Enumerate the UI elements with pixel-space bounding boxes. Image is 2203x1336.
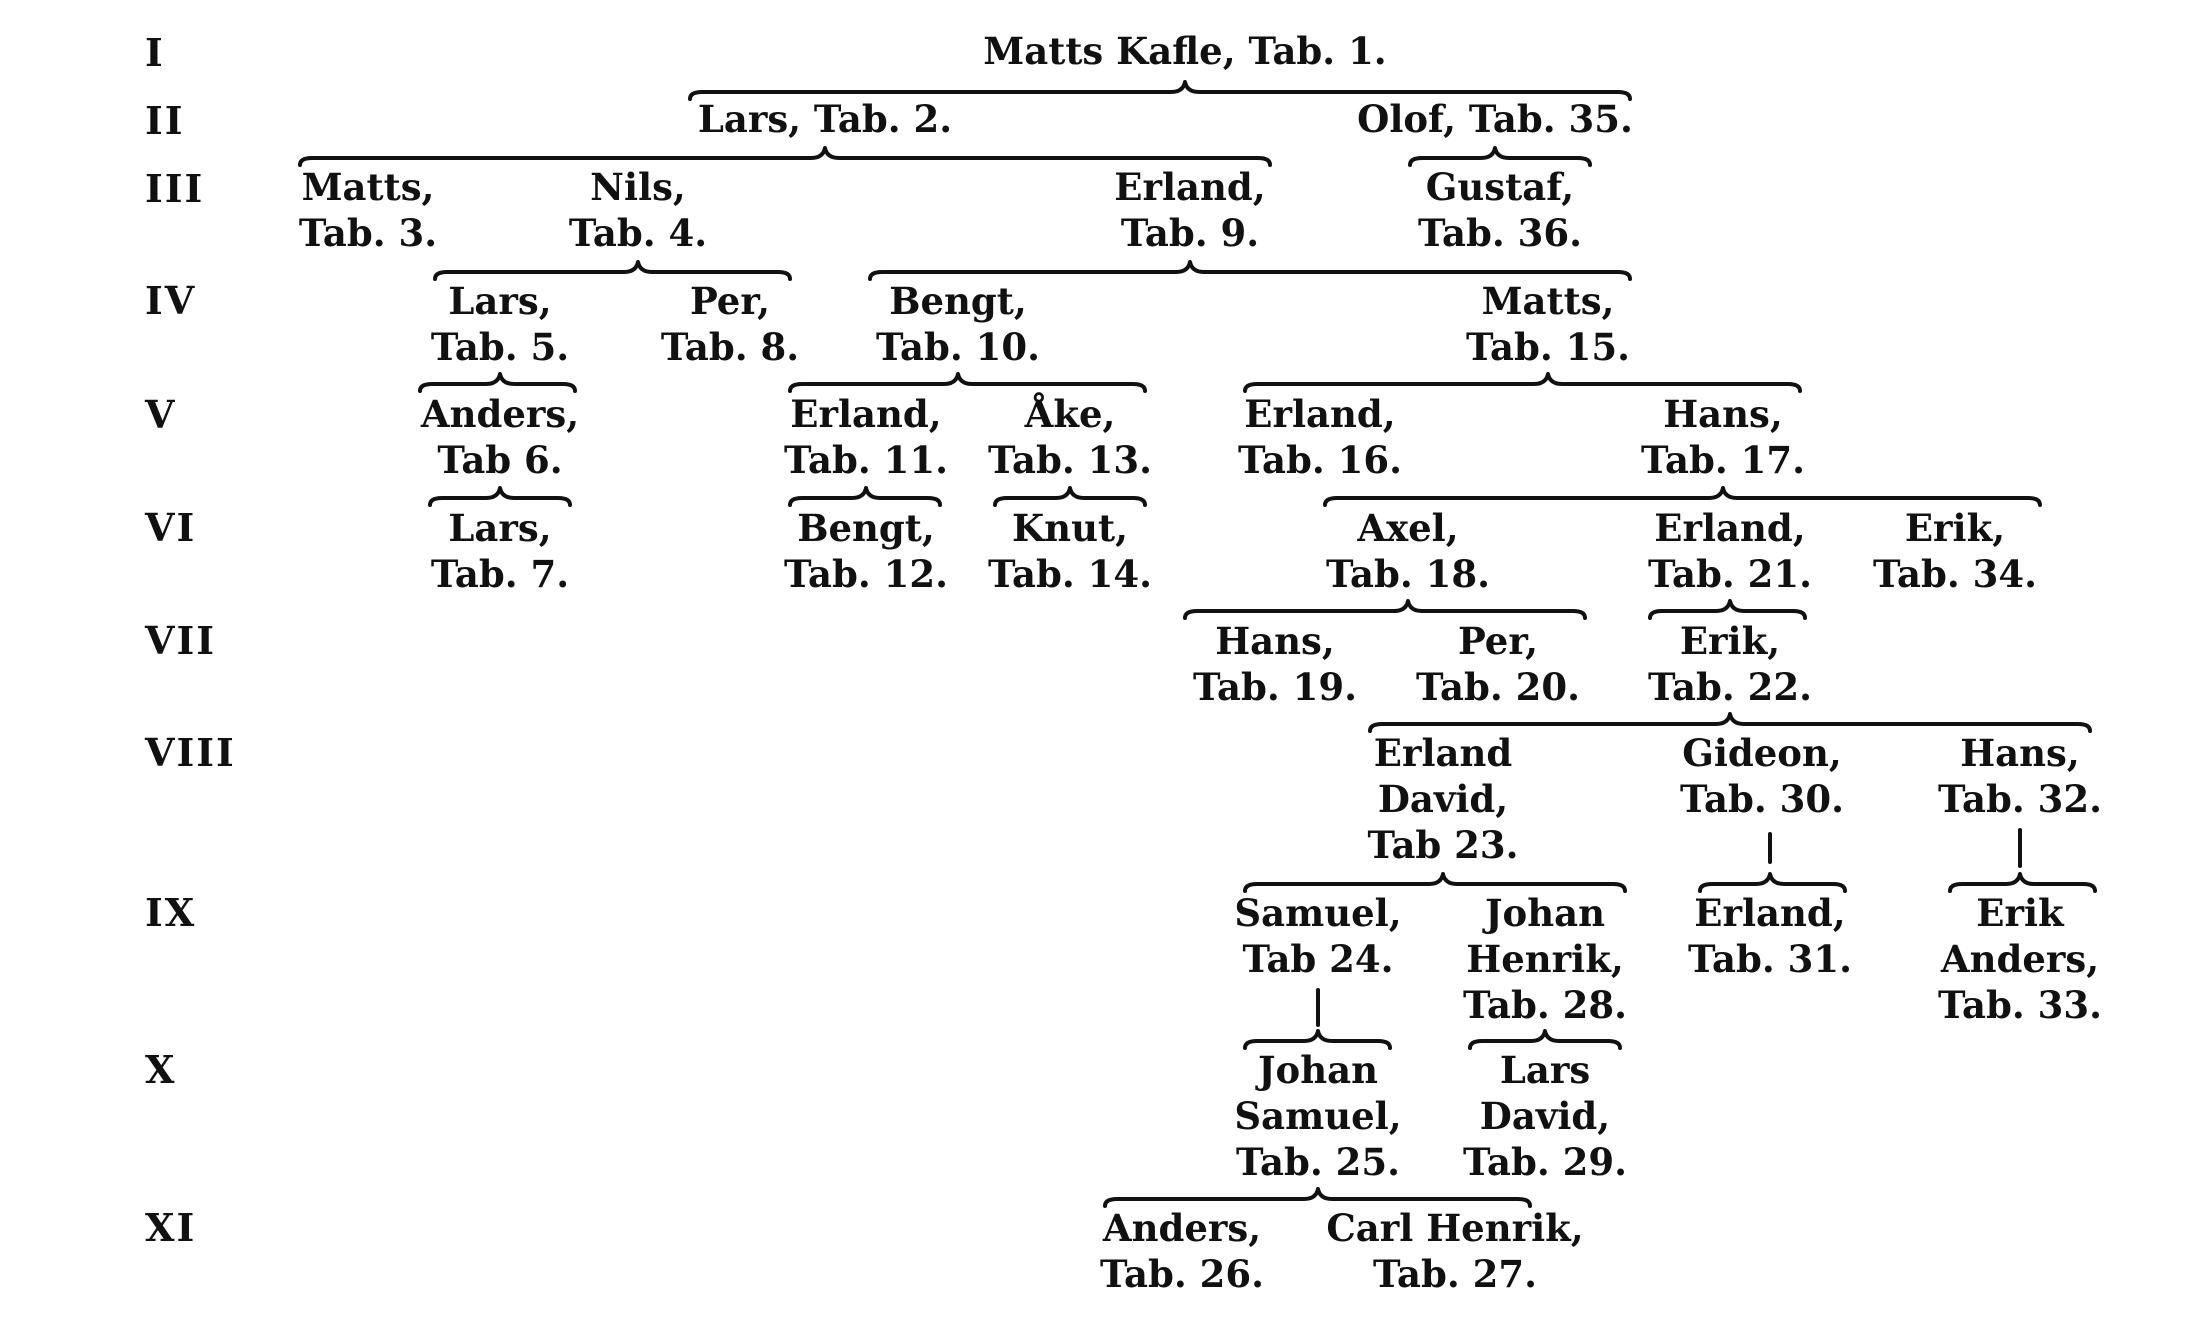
person-tab-2: Lars, Tab. 2.: [697, 97, 953, 141]
person-tab-3: Matts, Tab. 3.: [298, 165, 438, 255]
person-tab-1: Matts Kafle, Tab. 1.: [983, 29, 1387, 73]
brace-under-tab-30: [1700, 874, 1845, 891]
person-tab-12: Bengt, Tab. 12.: [784, 506, 948, 596]
person-tab-7: Lars, Tab. 7.: [430, 506, 570, 596]
person-tab-26: Anders, Tab. 26.: [1100, 1206, 1264, 1296]
generation-label-3: III: [145, 166, 205, 211]
person-tab-35: Olof, Tab. 35.: [1357, 97, 1633, 141]
brace-under-tab-32: [1950, 874, 2095, 891]
person-tab-23: Erland David, Tab 23.: [1367, 731, 1519, 867]
person-tab-16: Erland, Tab. 16.: [1238, 392, 1402, 482]
person-tab-24: Samuel, Tab 24.: [1234, 891, 1402, 981]
person-tab-21: Erland, Tab. 21.: [1648, 506, 1812, 596]
person-tab-19: Hans, Tab. 19.: [1193, 619, 1357, 709]
brace-under-tab-28: [1470, 1031, 1620, 1048]
brace-under-tab-24: [1245, 1031, 1390, 1048]
person-tab-30: Gideon, Tab. 30.: [1680, 731, 1844, 821]
generation-label-6: VI: [145, 505, 197, 550]
person-tab-11: Erland, Tab. 11.: [784, 392, 948, 482]
person-tab-36: Gustaf, Tab. 36.: [1418, 165, 1582, 255]
brace-under-tab-5: [420, 374, 575, 391]
person-tab-28: Johan Henrik, Tab. 28.: [1463, 891, 1627, 1027]
generation-label-7: VII: [145, 618, 217, 663]
brace-under-tab-10: [790, 374, 1145, 391]
person-tab-25: Johan Samuel, Tab. 25.: [1234, 1048, 1402, 1184]
person-tab-15: Matts, Tab. 15.: [1466, 279, 1630, 369]
person-tab-17: Hans, Tab. 17.: [1641, 392, 1805, 482]
generation-label-8: VIII: [145, 730, 236, 775]
brace-under-tab-22: [1370, 714, 2090, 731]
brace-under-tab-23: [1245, 874, 1625, 891]
person-tab-34: Erik, Tab. 34.: [1873, 506, 2037, 596]
brace-under-tab-17: [1325, 488, 2040, 505]
brace-under-tab-18: [1185, 601, 1585, 618]
person-tab-4: Nils, Tab. 4.: [568, 165, 708, 255]
person-tab-20: Per, Tab. 20.: [1416, 619, 1580, 709]
person-tab-8: Per, Tab. 8.: [660, 279, 800, 369]
person-tab-33: Erik Anders, Tab. 33.: [1938, 891, 2102, 1027]
generation-label-9: IX: [145, 890, 197, 935]
person-tab-14: Knut, Tab. 14.: [988, 506, 1152, 596]
brace-under-tab-35: [1410, 148, 1590, 165]
brace-under-tab-25: [1105, 1189, 1530, 1206]
brace-under-tab-15: [1245, 374, 1800, 391]
person-tab-6: Anders, Tab 6.: [420, 392, 580, 482]
person-tab-18: Axel, Tab. 18.: [1326, 506, 1490, 596]
generation-label-5: V: [145, 392, 177, 437]
brace-under-tab-6: [430, 488, 570, 505]
person-tab-32: Hans, Tab. 32.: [1938, 731, 2102, 821]
generation-label-1: I: [145, 30, 165, 75]
brace-under-tab-21: [1650, 601, 1805, 618]
brace-under-tab-13: [995, 488, 1145, 505]
brace-under-tab-11: [790, 488, 940, 505]
person-tab-10: Bengt, Tab. 10.: [876, 279, 1040, 369]
brace-under-tab-9: [870, 262, 1630, 279]
generation-label-10: X: [145, 1047, 177, 1092]
person-tab-22: Erik, Tab. 22.: [1648, 619, 1812, 709]
generation-label-2: II: [145, 98, 185, 143]
brace-under-tab-2: [300, 148, 1270, 165]
person-tab-9: Erland, Tab. 9.: [1114, 165, 1266, 255]
generation-label-4: IV: [145, 278, 197, 323]
person-tab-29: Lars David, Tab. 29.: [1463, 1048, 1627, 1184]
person-tab-27: Carl Henrik, Tab. 27.: [1326, 1206, 1584, 1296]
brace-under-tab-4: [435, 262, 790, 279]
person-tab-31: Erland, Tab. 31.: [1688, 891, 1852, 981]
person-tab-5: Lars, Tab. 5.: [430, 279, 570, 369]
generation-label-11: XI: [145, 1205, 197, 1250]
person-tab-13: Åke, Tab. 13.: [988, 392, 1152, 482]
